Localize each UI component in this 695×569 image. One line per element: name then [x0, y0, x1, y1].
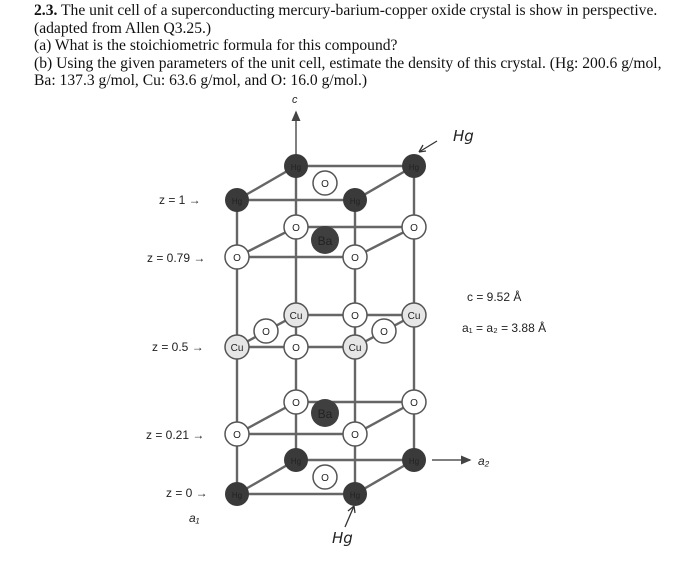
ba-atom-label: Ba — [317, 407, 333, 421]
o-atom-label: O — [410, 223, 418, 234]
c-axis-label: c — [292, 94, 298, 106]
problem-intro-text: The unit cell of a superconducting mercury-barium-copper oxide crystal is show in perspective. (adapted from Allen Q3.25.) — [34, 2, 658, 37]
o-atom — [402, 390, 426, 414]
hg-atom-label: Hg — [408, 457, 420, 466]
o-atom-label: O — [233, 253, 241, 264]
o-atom-label: O — [351, 430, 359, 441]
o-atom-label: O — [233, 430, 241, 441]
problem-number: 2.3. — [34, 2, 58, 19]
hg-atom — [402, 448, 426, 472]
o-atom-label: O — [380, 327, 388, 338]
z-label-0: z = 0 → — [166, 486, 208, 500]
o-atom-label: O — [410, 398, 418, 409]
hg-atom — [225, 482, 249, 506]
o-atom — [372, 319, 396, 343]
hg-atom — [284, 154, 308, 178]
hg-atom — [343, 188, 367, 212]
o-atom — [254, 319, 278, 343]
o-atom-label: O — [321, 179, 329, 190]
z-label-021: z = 0.21 → — [146, 428, 205, 442]
cu-atom-label: Cu — [230, 343, 244, 354]
o-atom-label: O — [292, 398, 300, 409]
o-atom-label: O — [292, 223, 300, 234]
o-atom — [402, 215, 426, 239]
o-atom-label: O — [292, 343, 300, 354]
o-atom — [284, 215, 308, 239]
o-atom — [343, 245, 367, 269]
a2-axis-label: a₂ — [478, 454, 490, 468]
o-atom — [225, 422, 249, 446]
cu-atom-label: Cu — [348, 343, 362, 354]
problem-part-b: (b) Using the given parameters of the unit cell, estimate the density of this crystal. (Hg: 200.6 g/mol, Ba: 137.3 g/mol, Cu: 63.6 g/mol, and O: 16.0 g/mol.) — [34, 54, 662, 90]
hg-atom — [284, 448, 308, 472]
handwritten-bottom-label: Hg — [332, 529, 353, 547]
hg-atom — [225, 188, 249, 212]
ba-atom-label: Ba — [317, 234, 333, 248]
hg-atom-label: Hg — [290, 457, 302, 466]
ba-atom — [311, 226, 339, 254]
hg-atom — [343, 482, 367, 506]
z-label-1: z = 1 → — [159, 193, 201, 207]
cu-atom — [343, 335, 367, 359]
o-atom — [284, 390, 308, 414]
o-atom — [284, 335, 308, 359]
a2-axis — [432, 454, 490, 468]
param-c: c = 9.52 Å — [467, 290, 522, 304]
z-label-079: z = 0.79 → — [147, 251, 206, 265]
problem-part-a: (a) What is the stoichiometric formula for this compound? — [34, 37, 398, 55]
cu-atom — [225, 335, 249, 359]
ba-atom — [311, 399, 339, 427]
hg-atom-label: Hg — [349, 197, 361, 206]
cu-atom-label: Cu — [289, 311, 303, 322]
hg-atom-label: Hg — [349, 491, 361, 500]
o-atom — [343, 422, 367, 446]
hg-atom — [402, 154, 426, 178]
handwritten-hg-top — [419, 127, 474, 152]
o-atom-label: O — [351, 253, 359, 264]
cu-atom — [402, 303, 426, 327]
hg-atom-label: Hg — [231, 491, 243, 500]
o-atom — [225, 245, 249, 269]
o-atom-label: O — [262, 327, 270, 338]
cu-atom — [284, 303, 308, 327]
cu-atom-label: Cu — [407, 311, 421, 322]
z-label-05: z = 0.5 → — [152, 340, 204, 354]
handwritten-top-label: Hg — [453, 127, 474, 145]
o-atom — [313, 465, 337, 489]
a1-axis-label: a₁ — [189, 511, 200, 525]
param-a: a₁ = a₂ = 3.88 Å — [462, 321, 547, 335]
o-atom-label: O — [351, 311, 359, 322]
handwritten-hg-bottom — [332, 506, 355, 547]
hg-atom-label: Hg — [408, 163, 420, 172]
hg-atom-label: Hg — [231, 197, 243, 206]
o-atom — [313, 171, 337, 195]
o-atom-label: O — [321, 473, 329, 484]
hg-atom-label: Hg — [290, 163, 302, 172]
o-atom — [343, 303, 367, 327]
a1-axis — [189, 511, 200, 525]
